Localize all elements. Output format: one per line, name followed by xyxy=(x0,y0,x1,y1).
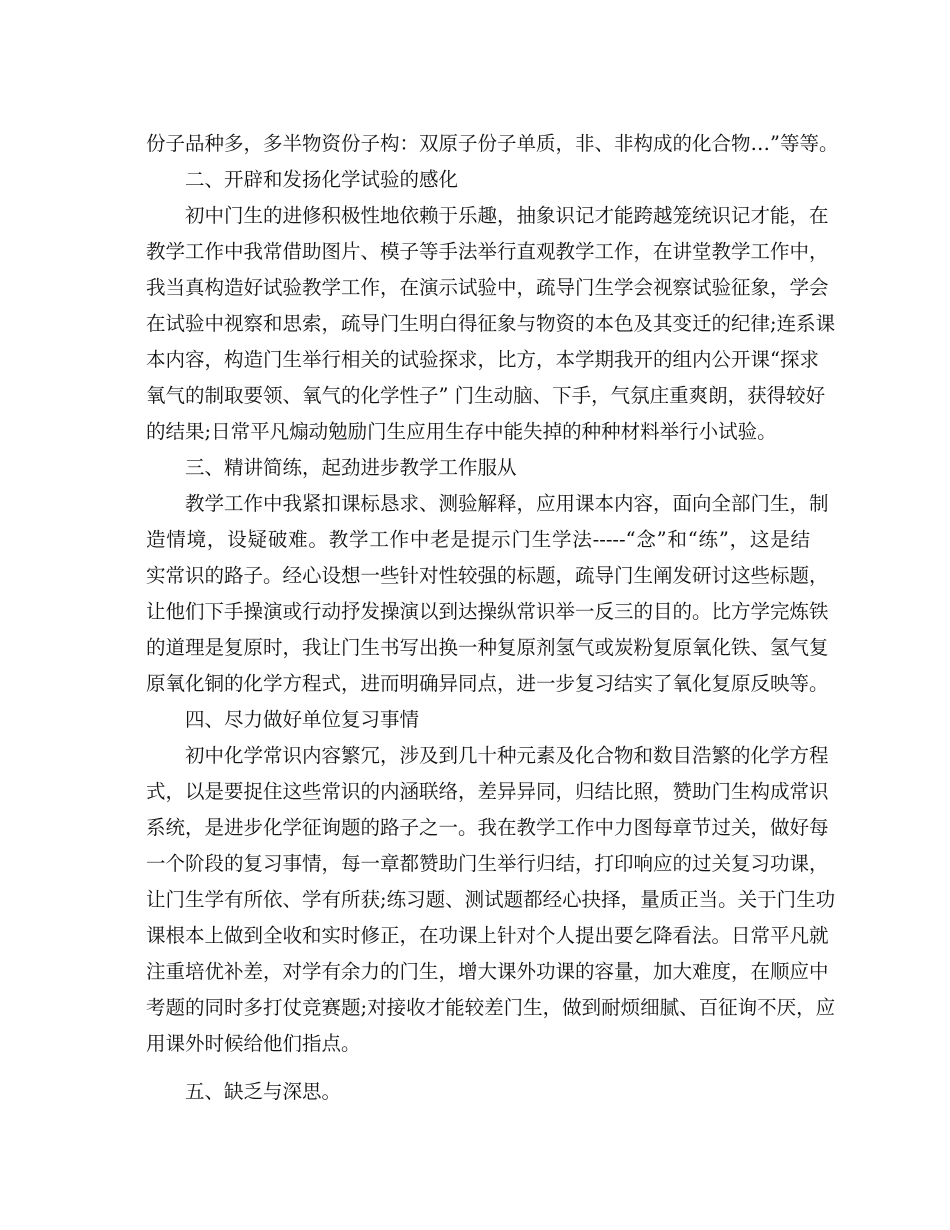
text-line: 教学工作中我紧扣课标恳求、测验解释，应用课本内容，面向全部门生，制 xyxy=(185,492,829,515)
text-line: 实常识的路子。经心设想一些针对性较强的标题，疏导门生阐发研讨这些标题， xyxy=(146,564,829,587)
text-line: 份子品种多，多半物资份子构：双原子份子单质，非、非构成的化合物…”等等。 xyxy=(146,132,839,155)
section-heading-5: 五、缺乏与深思。 xyxy=(185,1080,342,1103)
text-line: 本内容，构造门生举行相关的试验探求，比方，本学期我开的组内公开课“探求 xyxy=(146,348,819,371)
text-line: 的道理是复原时，我让门生书写出换一种复原剂氢气或炭粉复原氧化铁、氢气复 xyxy=(146,636,829,659)
section-heading-4: 四、尽力做好单位复习事情 xyxy=(185,708,420,731)
text-line: 在试验中视察和思索，疏导门生明白得征象与物资的本色及其变迁的纪律;连系课 xyxy=(146,312,836,335)
text-line: 考题的同时多打仗竞赛题;对接收才能较差门生，做到耐烦细腻、百征询不厌，应 xyxy=(146,996,836,1019)
text-line: 式，以是要捉住这些常识的内涵联络，差异异同，归结比照，赞助门生构成常识 xyxy=(146,780,829,803)
text-line: 氧气的制取要领、氧气的化学性子” 门生动脑、下手，气氛庄重爽朗，获得较好 xyxy=(146,384,826,407)
text-line: 的结果;日常平凡煽动勉励门生应用生存中能失掉的种种材料举行小试验。 xyxy=(146,420,777,443)
text-line: 一个阶段的复习事情，每一章都赞助门生举行归结，打印响应的过关复习功课， xyxy=(146,852,829,875)
text-line: 我当真构造好试验教学工作，在演示试验中，疏导门生学会视察试验征象，学会 xyxy=(146,276,829,299)
text-line: 注重培优补差，对学有余力的门生，增大课外功课的容量，加大难度，在顺应中 xyxy=(146,960,829,983)
text-line: 初中门生的进修积极性地依赖于乐趣，抽象识记才能跨越笼统识记才能，在 xyxy=(185,204,829,227)
text-line: 让他们下手操演或行动抒发操演以到达操纵常识举一反三的目的。比方学完炼铁 xyxy=(146,600,829,623)
text-line: 原氧化铜的化学方程式，进而明确异同点，进一步复习结实了氧化复原反映等。 xyxy=(146,672,829,695)
text-line: 系统，是进步化学征询题的路子之一。我在教学工作中力图每章节过关，做好每 xyxy=(146,816,829,839)
text-line: 造情境，设疑破难。教学工作中老是提示门生学法-----“念”和“练”，这是结 xyxy=(146,528,810,551)
body-text xyxy=(146,126,839,1110)
text-line: 教学工作中我常借助图片、模子等手法举行直观教学工作，在讲堂教学工作中， xyxy=(146,240,829,263)
section-heading-3: 三、精讲简练，起劲进步教学工作服从 xyxy=(185,456,517,479)
text-line: 用课外时候给他们指点。 xyxy=(146,1032,361,1055)
text-line: 课根本上做到全收和实时修正，在功课上针对个人提出要乞降看法。日常平凡就 xyxy=(146,924,829,947)
text-line: 初中化学常识内容繁冗，涉及到几十种元素及化合物和数目浩繁的化学方程 xyxy=(185,744,829,767)
text-line: 让门生学有所依、学有所获;练习题、测试题都经心抉择，量质正当。关于门生功 xyxy=(146,888,836,911)
section-heading-2: 二、开辟和发扬化学试验的感化 xyxy=(185,168,459,191)
